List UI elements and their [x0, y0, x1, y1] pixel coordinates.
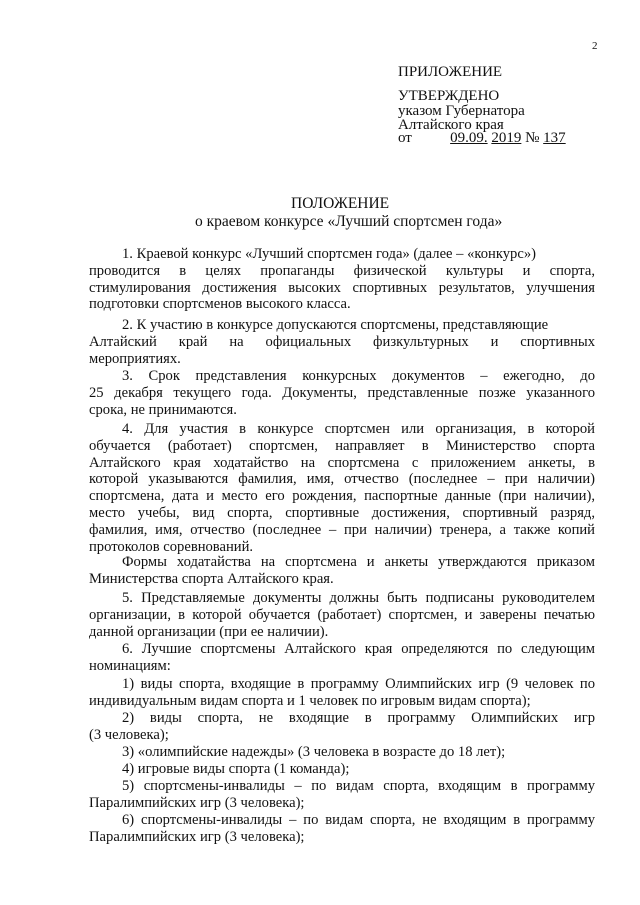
from-label: от [398, 130, 412, 146]
paragraph-line: место учебы, вид спорта, спортивные достижения, спортивный разряд, [89, 504, 595, 521]
decree-number: 137 [543, 130, 566, 146]
paragraph-line: 6. Лучшие спортсмены Алтайского края определяются по следующим [122, 641, 595, 657]
paragraph [89, 641, 595, 675]
paragraph-line: Паралимпийских игр (3 человека); [89, 828, 305, 845]
paragraph [89, 761, 595, 778]
paragraph-line: 3) «олимпийские надежды» (3 человека в возрасте до 18 лет); [122, 744, 506, 760]
paragraph-line: Формы ходатайства на спортсмена и анкеты утверждаются приказом [122, 554, 595, 570]
paragraph-line: 25 декабря текущего года. Документы, представленные позже указанного [89, 384, 595, 401]
paragraph-line: 1. Краевой конкурс «Лучший спортсмен года» (далее – «конкурс») [122, 246, 536, 262]
paragraph [89, 554, 595, 588]
paragraph [89, 778, 595, 812]
paragraph-line: 1) виды спорта, входящие в программу Олимпийских игр (9 человек по [122, 676, 595, 692]
paragraph [89, 590, 595, 640]
number-sign: № [525, 130, 540, 146]
paragraph-line: 6) спортсмены-инвалиды – по видам спорта, не входящим в программу [122, 812, 595, 828]
paragraph [89, 744, 595, 761]
paragraph-line: срока, не принимаются. [89, 401, 237, 418]
paragraph [89, 246, 595, 313]
appendix-heading: ПРИЛОЖЕНИЕ [398, 64, 503, 80]
paragraph-line: протоколов соревнований. [89, 538, 254, 555]
paragraph-line: обучается (работает) спортсмен, направляет в Министерство спорта [89, 437, 595, 454]
paragraph-line: 5) спортсмены-инвалиды – по видам спорта, входящим в программу [122, 778, 595, 794]
paragraph-line: 2) виды спорта, не входящие в программу Олимпийских игр [122, 710, 595, 726]
paragraph-line: (3 человека); [89, 726, 169, 743]
paragraph [89, 812, 595, 846]
paragraph [89, 421, 595, 555]
paragraph [89, 676, 595, 710]
paragraph-line: организации, в которой обучается (работает) спортсмен, и заверены печатью [89, 606, 595, 623]
document-title: ПОЛОЖЕНИЕ [291, 195, 390, 212]
paragraph-line: 4) игровые виды спорта (1 команда); [122, 761, 350, 777]
paragraph-line: мероприятиях. [89, 350, 181, 367]
paragraph [89, 317, 595, 367]
decree-date-line [398, 131, 566, 146]
region-label: Алтайского края [398, 117, 504, 133]
paragraph-line: номинациям: [89, 657, 171, 674]
paragraph-line: Алтайского края ходатайство на спортсмена с приложением анкеты, в [89, 454, 595, 471]
paragraph-line: стимулирования достижения высоких спортивных результатов, улучшения [89, 279, 595, 296]
paragraph-line: индивидуальным видам спорта и 1 человек по игровым видам спорта); [89, 692, 531, 709]
paragraph-line: 2. К участию в конкурсе допускаются спортсмены, представляющие [122, 317, 549, 333]
decree-date: 09.09. [450, 130, 488, 146]
paragraph-line: Алтайский край на официальных физкультурных и спортивных [89, 333, 595, 350]
paragraph-line: подготовки спортсменов высокого класса. [89, 296, 351, 313]
paragraph-line: спортсмена, дата и место его рождения, паспортные данные (при наличии), [89, 488, 595, 505]
paragraph-line: проводится в целях пропаганды физической культуры и спорта, [89, 262, 595, 279]
decree-year: 2019 [491, 130, 522, 146]
approved-label: УТВЕРЖДЕНО [398, 88, 500, 104]
page-number: 2 [592, 40, 598, 52]
paragraph-line: Паралимпийских игр (3 человека); [89, 794, 305, 811]
paragraph-line: 3. Срок представления конкурсных документов – ежегодно, до [122, 368, 595, 384]
paragraph-line: данной организации (при ее наличии). [89, 623, 329, 640]
paragraph-line: фамилия, имя, отчество (последнее – при наличии) тренера, а также копий [89, 521, 595, 538]
paragraph-line: которой указываются фамилия, имя, отчество (последнее – при наличии) [89, 471, 595, 488]
document-subtitle: о краевом конкурсе «Лучший спортсмен года» [195, 213, 503, 230]
decree-label: указом Губернатора [398, 103, 525, 119]
paragraph-line: 5. Представляемые документы должны быть подписаны руководителем [122, 590, 595, 606]
paragraph-line: 4. Для участия в конкурсе спортсмен или организация, в которой [122, 421, 595, 437]
paragraph [89, 710, 595, 744]
paragraph [89, 368, 595, 418]
paragraph-line: Министерства спорта Алтайского края. [89, 570, 334, 587]
